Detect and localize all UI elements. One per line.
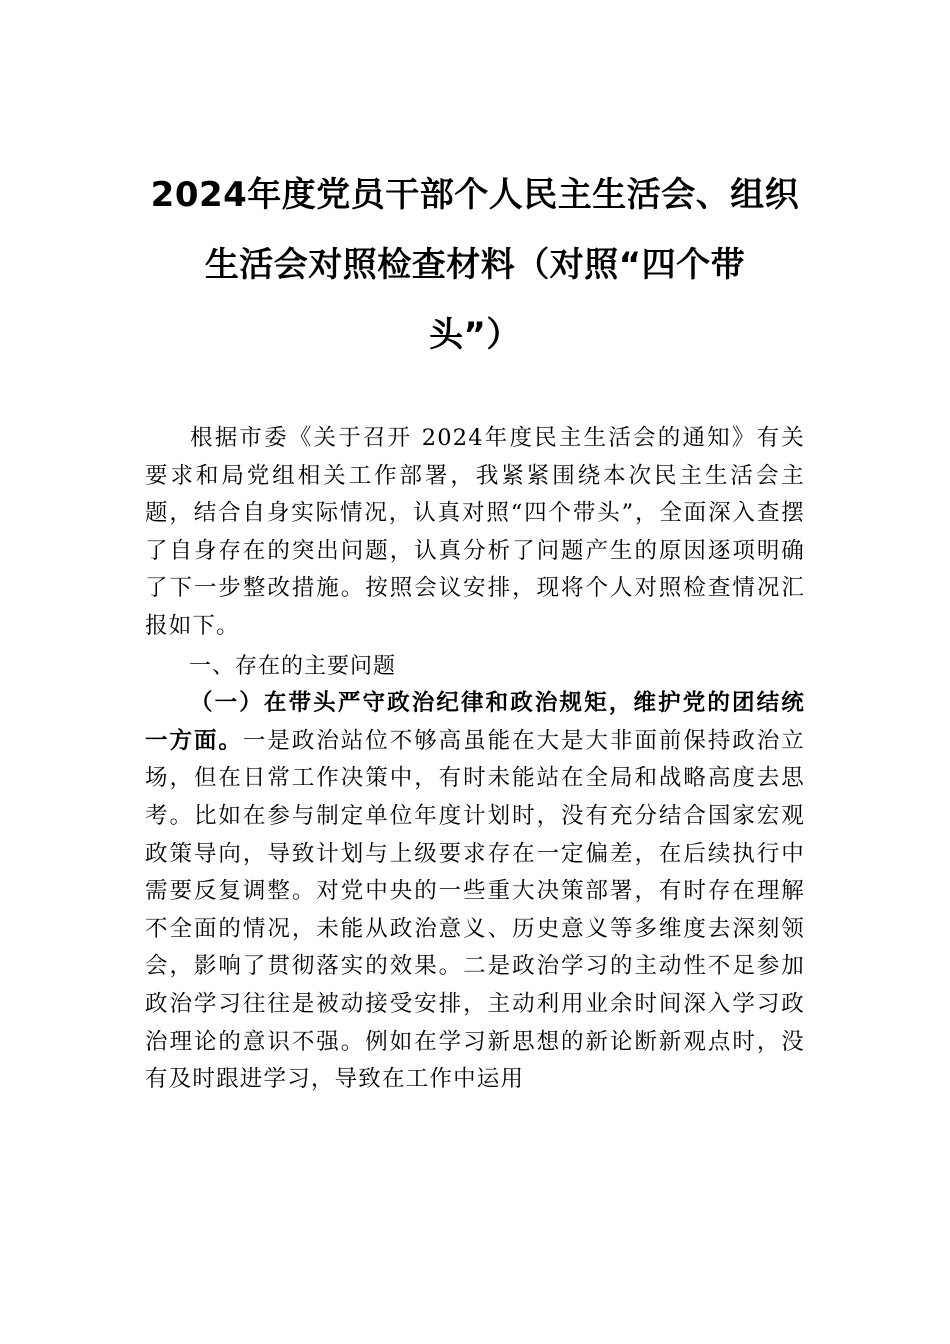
- section-1-paragraph: [145, 685, 805, 1099]
- document-title: [145, 160, 805, 370]
- intro-paragraph: 根据市委《关于召开 2024年度民主生活会的通知》有关要求和局党组相关工作部署，我紧紧围绕本次民主生活会主题，结合自身实际情况，认真对照“四个带头”，全面深入查摆了自身存在的突出问题，认真分析了问题产生的原因逐项明确了下一步整改措施。按照会议安排，现将个人对照检查情况汇报如下。: [145, 425, 805, 639]
- title-line-2: 生活会对照检查材料（对照“四个带: [204, 245, 746, 285]
- title-line-3: 头”）: [429, 315, 521, 355]
- title-line-1: 2024年度党员干部个人民主生活会、组织: [150, 175, 800, 215]
- document-body: [145, 420, 805, 1099]
- section-heading-problems: 一、存在的主要问题: [189, 653, 397, 679]
- section-1-lead: （一）在带头严守政治纪律和政治规矩，维护党的团结统一方面。: [145, 690, 805, 754]
- section-1-body: 一是政治站位不够高虽能在大是大非面前保持政治立场，但在日常工作决策中，有时未能站在全局和战略高度去思考。比如在参与制定单位年度计划时，没有充分结合国家宏观政策导向，导致计划与上级要求存在一定偏差，在后续执行中需要反复调整。对党中央的一些重大决策部署，有时存在理解不全面的情况，未能从政治意义、历史意义等多维度去深刻领会，影响了贯彻落实的效果。二是政治学习的主动性不足参加政治学习往往是被动接受安排，主动利用业余时间深入学习政治理论的意识不强。例如在学习新思想的新论断新观点时，没有及时跟进学习，导致在工作中运用: [145, 727, 805, 1093]
